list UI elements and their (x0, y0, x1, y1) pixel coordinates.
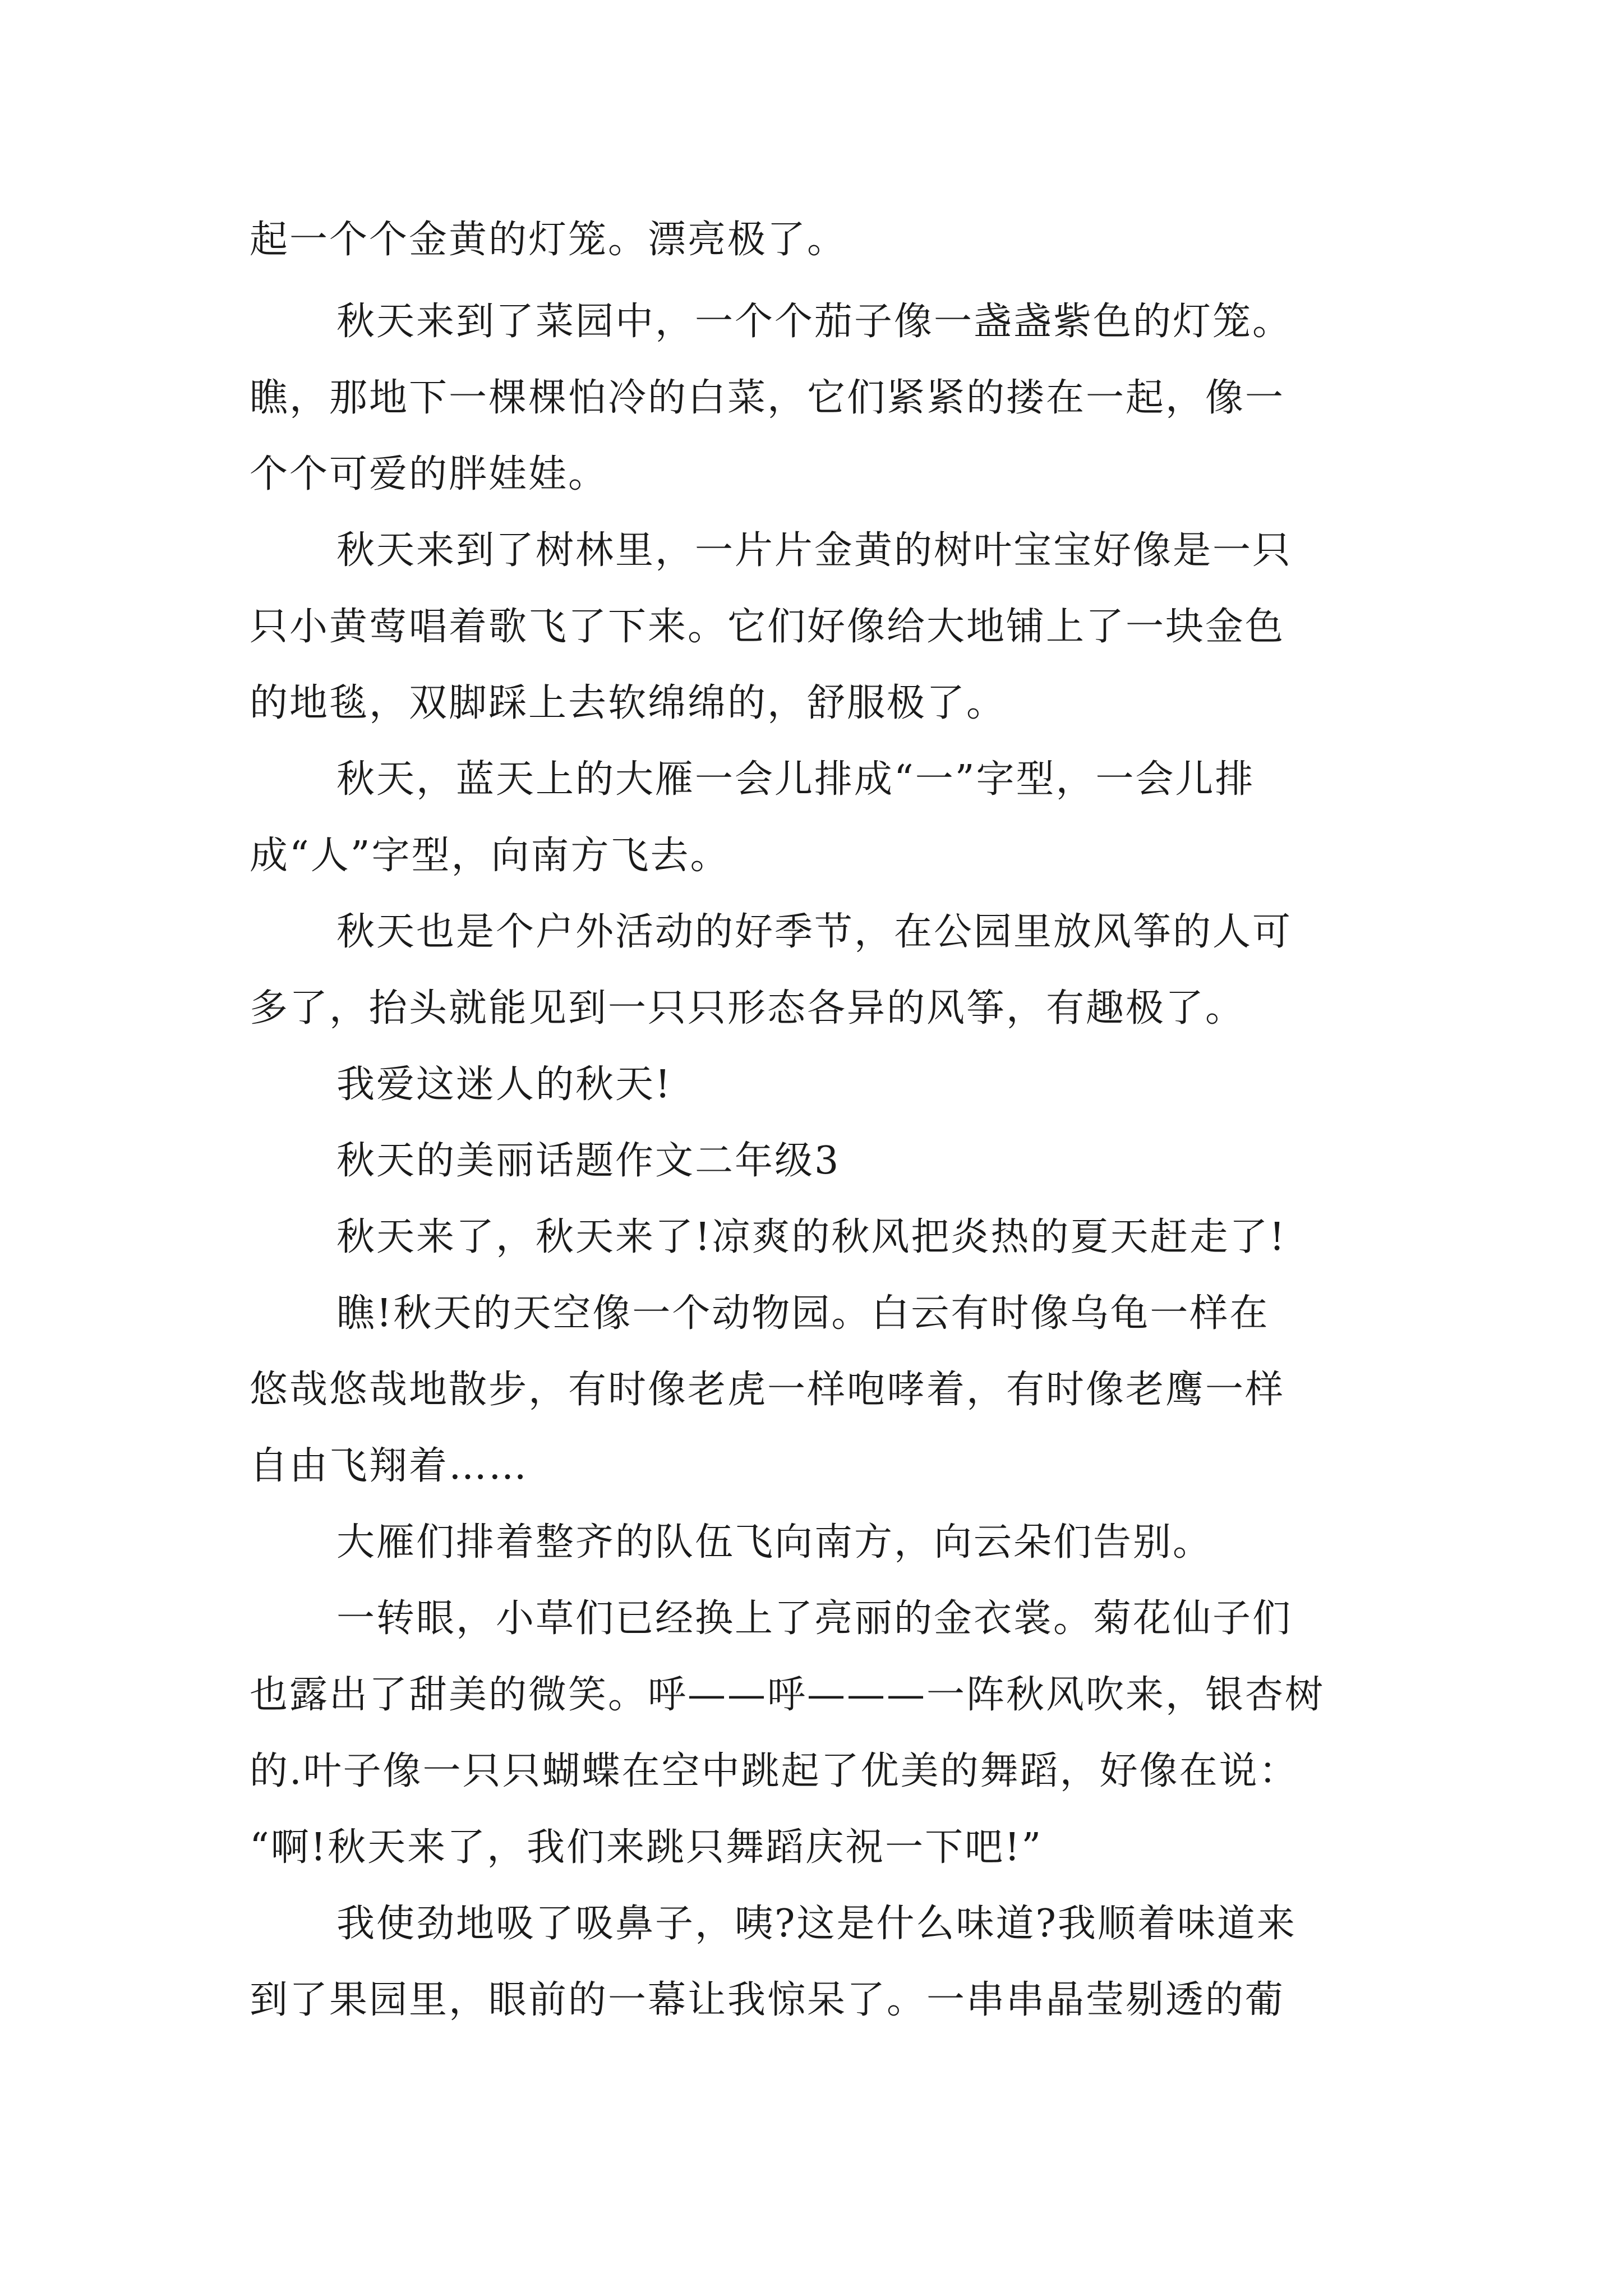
text-line: 成“人”字型，向南方飞去。 (250, 834, 730, 878)
paragraph-start-line: 瞧!秋天的天空像一个动物园。白云有时像乌龟一样在 (336, 1291, 1270, 1336)
text-line: 的地毯，双脚踩上去软绵绵的，舒服极了。 (250, 681, 1007, 725)
text-line: “啊!秋天来了，我们来跳只舞蹈庆祝一下吧!” (250, 1825, 1043, 1870)
text-line: 的.叶子像一只只蝴蝶在空中跳起了优美的舞蹈，好像在说： (250, 1749, 1299, 1793)
paragraph-start-line: 秋天来到了树林里，一片片金黄的树叶宝宝好像是一只 (336, 528, 1293, 573)
text-line: 自由飞翔着…… (250, 1444, 529, 1488)
text-line: 悠哉悠哉地散步，有时像老虎一样咆哮着，有时像老鹰一样 (250, 1368, 1285, 1412)
paragraph-start-line: 秋天来了，秋天来了!凉爽的秋风把炎热的夏天赶走了! (336, 1215, 1287, 1259)
paragraph-start-line: 我使劲地吸了吸鼻子，咦?这是什么味道?我顺着味道来 (336, 1902, 1297, 1946)
text-line: 起一个个金黄的灯笼。漂亮极了。 (250, 218, 847, 262)
text-line: 瞧，那地下一棵棵怕冷的白菜，它们紧紧的搂在一起，像一 (250, 376, 1285, 420)
paragraph-start-line: 秋天，蓝天上的大雁一会儿排成“一”字型，一会儿排 (336, 757, 1255, 802)
text-line: 只小黄莺唱着歌飞了下来。它们好像给大地铺上了一块金色 (250, 605, 1285, 649)
text-line: 到了果园里，眼前的一幕让我惊呆了。一串串晶莹剔透的葡 (250, 1978, 1285, 2022)
paragraph-start-line: 秋天来到了菜园中，一个个茄子像一盏盏紫色的灯笼。 (336, 300, 1293, 344)
paragraph-start-line: 我爱这迷人的秋天! (336, 1062, 672, 1107)
section-heading: 秋天的美丽话题作文二年级3 (336, 1139, 841, 1183)
text-line: 个个可爱的胖娃娃。 (250, 452, 608, 496)
text-line: 也露出了甜美的微笑。呼——呼———一阵秋风吹来，银杏树 (250, 1673, 1325, 1717)
paragraph-start-line: 一转眼，小草们已经换上了亮丽的金衣裳。菊花仙子们 (336, 1596, 1293, 1641)
paragraph-start-line: 秋天也是个户外活动的好季节，在公园里放风筝的人可 (336, 910, 1293, 954)
paragraph-start-line: 大雁们排着整齐的队伍飞向南方，向云朵们告别。 (336, 1520, 1213, 1565)
text-line: 多了，抬头就能见到一只只形态各异的风筝，有趣极了。 (250, 986, 1246, 1030)
